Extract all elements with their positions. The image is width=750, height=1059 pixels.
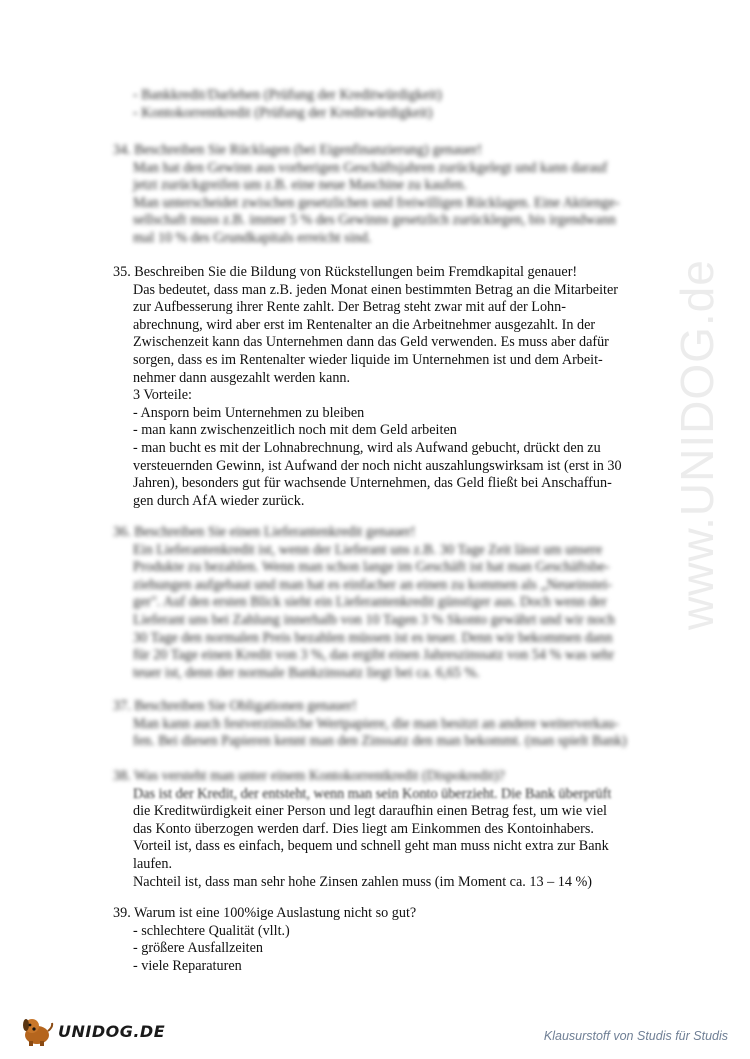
answer-line: - viele Reparaturen — [133, 957, 242, 974]
question-37 — [113, 698, 668, 751]
top-blurred-list — [113, 87, 688, 122]
question-36 — [113, 524, 668, 682]
answer-line: teuer ist, denn der normale Bankzinssatz liegt bei ca. 6,65 %. — [133, 664, 480, 681]
answer-line: Vorteil ist, dass es einfach, bequem und schnell geht man muss nicht extra zur Bank — [133, 838, 609, 855]
answer-line: Das ist der Kredit, der entsteht, wenn man sein Konto überzieht. Die Bank überprüft — [133, 785, 612, 802]
question-35 — [113, 264, 668, 510]
answer-line: - Ansporn beim Unternehmen zu bleiben — [133, 404, 365, 421]
answer-line: ziehungen aufgebaut und man hat es einfacher an einen zu kommen als „Neueinstei- — [133, 576, 613, 593]
footer-slogan: Klausurstoff von Studis für Studis — [543, 1029, 728, 1043]
question-title: 36. Beschreiben Sie einen Lieferantenkredit genauer! — [113, 524, 416, 540]
question-title: 39. Warum ist eine 100%ige Auslastung nicht so gut? — [113, 905, 417, 921]
answer-line: fen. Bei diesen Papieren kennt man den Zinssatz den man bekommt. (man spielt Bank) — [133, 733, 627, 750]
question-title: 37. Beschreiben Sie Obligationen genauer! — [113, 698, 357, 714]
answer-line: - man bucht es mit der Lohnabrechnung, wird als Aufwand gebucht, drückt den zu — [133, 439, 601, 456]
answer-line: zur Aufbesserung ihrer Rente zahlt. Der Betrag steht zwar mit auf der Lohn- — [133, 299, 566, 316]
answer-line: Man kann auch festverzinsliche Wertpapiere, die man besitzt an andere weiterverkau- — [133, 715, 619, 732]
answer-line: Lieferant uns bei Zahlung innerhalb von 10 Tagen 3 % Skonto gewährt und wir noch — [133, 611, 615, 628]
answer-line: Man hat den Gewinn aus vorherigen Geschäftsjahren zurückgelegt und kann darauf — [133, 159, 608, 176]
answer-line: das Konto überzogen werden darf. Dies liegt am Einkommen des Kontoinhabers. — [133, 820, 594, 837]
answer-line: abrechnung, wird aber erst im Rentenalter an die Arbeitnehmer ausgezahlt. In der — [133, 316, 596, 333]
answer-line: Nachteil ist, dass man sehr hohe Zinsen zahlen muss (im Moment ca. 13 – 14 %) — [133, 873, 593, 890]
answer-line: laufen. — [133, 855, 172, 872]
answer-line: nehmer dann ausgezahlt werden kann. — [133, 369, 351, 386]
question-title: 38. Was versteht man unter einem Kontokorrentkredit (Dispokredit)? — [113, 768, 505, 784]
answer-line: - man kann zwischenzeitlich noch mit dem Geld arbeiten — [133, 422, 457, 439]
question-title: 34. Beschreiben Sie Rücklagen (bei Eigenfinanzierung) genauer! — [113, 142, 483, 158]
list-item: - Kontokorrentkredit (Prüfung der Kreditwürdigkeit) — [133, 104, 433, 121]
answer-line: sellschaft muss z.B. immer 5 % des Gewinns gesetzlich zurücklegen, bis irgendwann — [133, 212, 616, 229]
answer-line: gen durch AfA wieder zurück. — [133, 492, 305, 509]
answer-line: jetzt zurückgreifen um z.B. eine neue Maschine zu kaufen. — [133, 177, 467, 194]
logo-text: UNIDOG.DE — [58, 1021, 166, 1041]
question-title: 35. Beschreiben Sie die Bildung von Rückstellungen beim Fremdkapital genauer! — [113, 264, 578, 280]
answer-line: Zwischenzeit kann das Unternehmen dann das Geld verwenden. Es muss aber dafür — [133, 334, 609, 351]
answer-line: Man unterscheidet zwischen gesetzlichen und freiwilligen Rücklagen. Eine Aktienge- — [133, 194, 620, 211]
footer-logo[interactable] — [20, 1015, 165, 1047]
watermark: www.UNIDOG.de — [671, 259, 723, 630]
answer-line: Jahren), besonders gut für wachsende Unternehmen, das Geld fließt bei Anschaffun- — [133, 475, 612, 492]
list-item: - Bankkredit/Darlehen (Prüfung der Kreditwürdigkeit) — [133, 87, 442, 103]
answer-line: Ein Lieferantenkredit ist, wenn der Lieferant uns z.B. 30 Tage Zeit lässt um unsere — [133, 541, 603, 558]
answer-line: - größere Ausfallzeiten — [133, 940, 263, 957]
answer-line: sorgen, dass es im Rentenalter wieder liquide im Unternehmen ist und dem Arbeit- — [133, 351, 603, 368]
question-34 — [113, 142, 668, 248]
dog-icon — [20, 1015, 54, 1047]
question-39 — [113, 905, 668, 975]
answer-line: Produkte zu bezahlen. Wenn man schon lange im Geschäft ist hat man Geschäftsbe- — [133, 559, 610, 576]
answer-line: versteuernden Gewinn, ist Aufwand der noch nicht auszahlungswirksam ist (erst in 30 — [133, 457, 622, 474]
answer-line: 3 Vorteile: — [133, 387, 192, 404]
question-38 — [113, 768, 668, 891]
answer-line: ger". Auf den ersten Blick sieht ein Lieferantenkredit günstiger aus. Doch wenn der — [133, 594, 607, 611]
answer-line: Das bedeutet, dass man z.B. jeden Monat einen bestimmten Betrag an die Mitarbeiter — [133, 281, 618, 298]
answer-line: - schlechtere Qualität (vllt.) — [133, 922, 290, 939]
answer-line: mal 10 % des Grundkapitals erreicht sind. — [133, 229, 372, 246]
answer-line: für 20 Tage einen Kredit von 3 %, das ergibt einen Jahreszinssatz von 54 % was sehr — [133, 647, 615, 664]
answer-line: die Kreditwürdigkeit einer Person und legt daraufhin einen Betrag fest, um wie viel — [133, 803, 607, 820]
answer-line: 30 Tage den normalen Preis bezahlen müssen ist es teuer. Denn wir bekommen dann — [133, 629, 613, 646]
